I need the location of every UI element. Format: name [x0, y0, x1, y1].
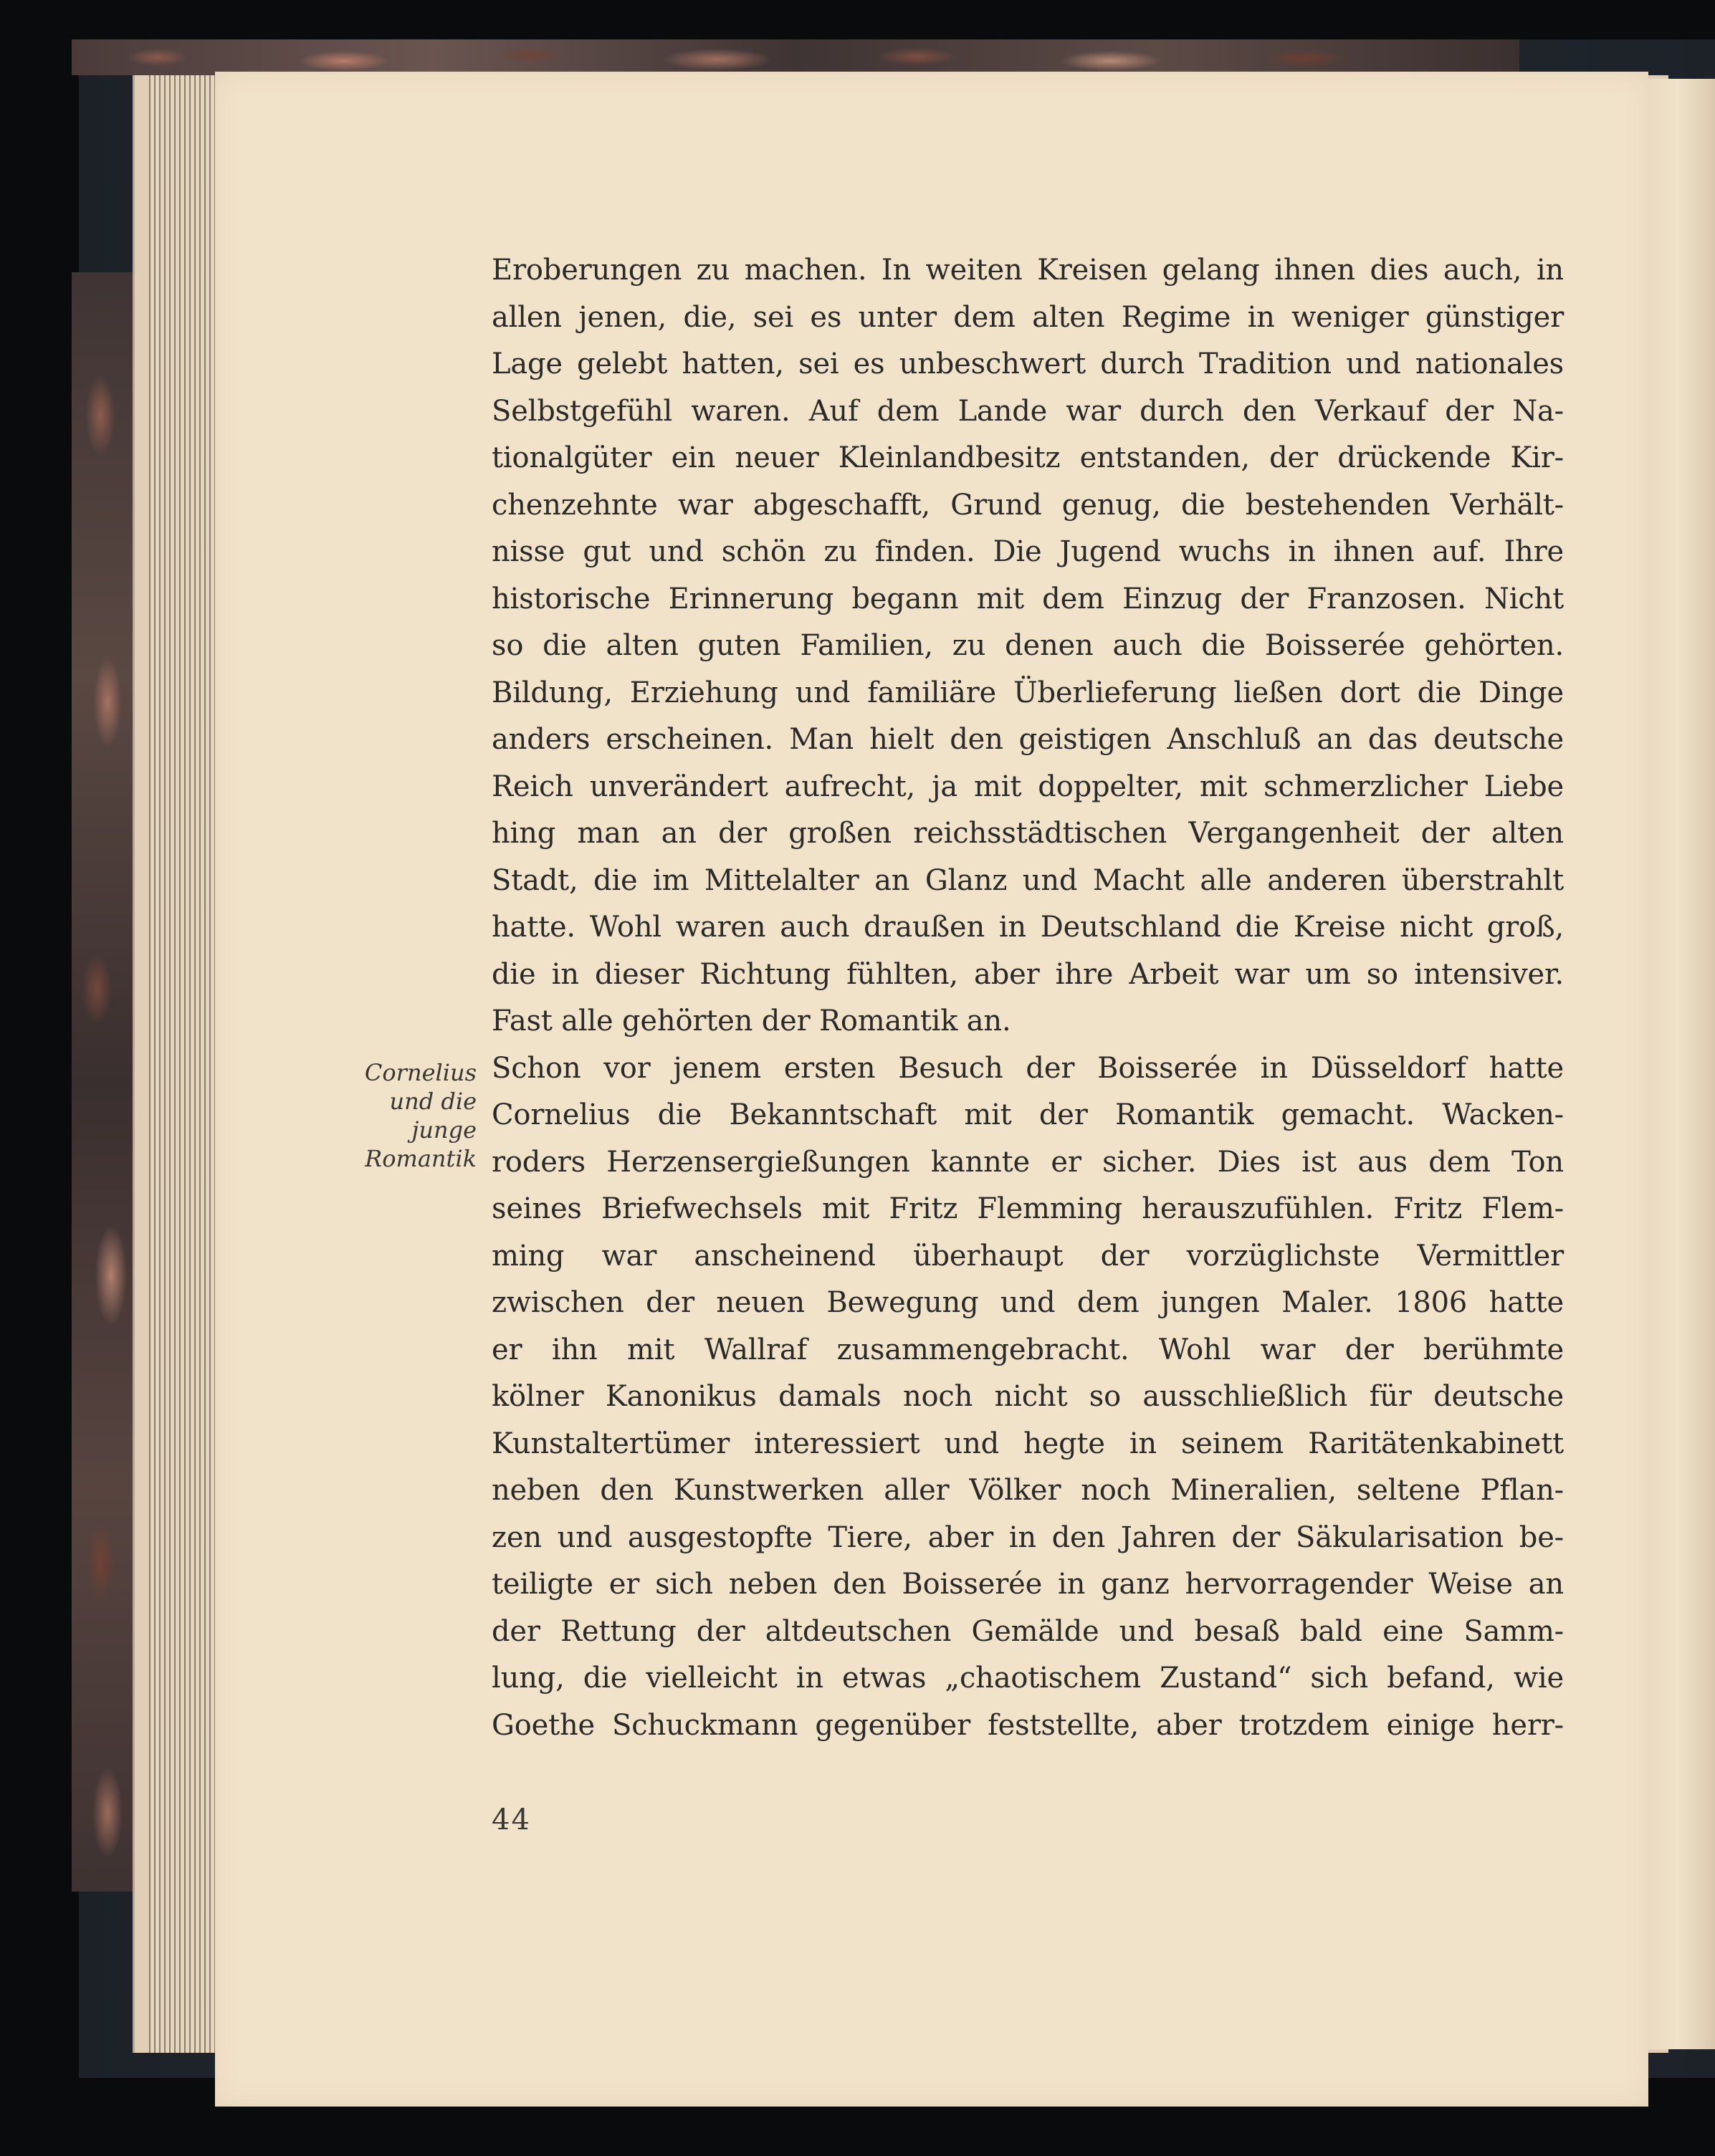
page-fore-edge — [1641, 79, 1715, 2049]
marbled-endpaper-top — [72, 39, 1519, 75]
text-line: so die alten guten Familien, zu denen auch die Boisserée gehörten. — [492, 629, 1564, 662]
text-line: anders erscheinen. Man hielt den geistigen Anschluß an das deutsche — [492, 723, 1564, 756]
text-line: allen jenen, die, sei es unter dem alten Regime in weniger günstiger — [492, 300, 1564, 334]
text-line: lung, die vielleicht in etwas „chaotischem Zustand“ sich befand, wie — [492, 1662, 1564, 1695]
text-line: kölner Kanonikus damals noch nicht so ausschließlich für deutsche — [492, 1380, 1564, 1413]
text-line: Fast alle gehörten der Romantik an. — [492, 1005, 1011, 1038]
marginal-note-line: Romantik — [365, 1145, 477, 1172]
text-line: teiligte er sich neben den Boisserée in ganz hervorragender Weise an — [492, 1568, 1564, 1601]
text-line: seines Briefwechsels mit Fritz Flemming herauszufühlen. Fritz Flem- — [492, 1192, 1564, 1225]
text-line: hatte. Wohl waren auch draußen in Deutschland die Kreise nicht groß, — [492, 911, 1564, 944]
text-line: Goethe Schuckmann gegenüber feststellte, aber trotzdem einige herr- — [492, 1708, 1564, 1742]
marginal-note-line: junge — [411, 1116, 477, 1144]
text-line: nisse gut und schön zu finden. Die Jugend wuchs in ihnen auf. Ihre — [492, 535, 1564, 568]
text-line: zen und ausgestopfte Tiere, aber in den Jahren der Säkularisation be- — [492, 1520, 1564, 1554]
text-line: Cornelius die Bekanntschaft mit der Romantik gemacht. Wacken- — [492, 1098, 1564, 1131]
marginal-note-line: Cornelius — [364, 1059, 477, 1086]
text-line: zwischen der neuen Bewegung und dem jungen Maler. 1806 hatte — [492, 1286, 1564, 1319]
text-line: Lage gelebt hatten, sei es unbeschwert durch Tradition und nationales — [492, 348, 1564, 380]
text-line: ming war anscheinend überhaupt der vorzüglichste Vermittler — [492, 1239, 1564, 1273]
text-line: Stadt, die im Mittelalter an Glanz und Macht alle anderen überstrahlt — [492, 863, 1564, 897]
text-line: Schon vor jenem ersten Besuch der Boisserée in Düsseldorf hatte — [492, 1051, 1564, 1085]
text-line: neben den Kunstwerken aller Völker noch Mineralien, seltene Pflan- — [492, 1474, 1564, 1507]
marginal-note — [308, 1058, 477, 1173]
text-line: die in dieser Richtung fühlten, aber ihre Arbeit war um so intensiver. — [492, 957, 1564, 991]
text-line: Eroberungen zu machen. In weiten Kreisen gelang ihnen dies auch, in — [492, 254, 1564, 287]
text-line: chenzehnte war abgeschafft, Grund genug, die bestehenden Verhält- — [492, 488, 1564, 522]
marginal-note-line: und die — [389, 1088, 477, 1115]
text-line: roders Herzensergießungen kannte er sicher. Dies ist aus dem Ton — [492, 1145, 1564, 1179]
text-line: historische Erinnerung begann mit dem Einzug der Franzosen. Nicht — [492, 582, 1564, 615]
text-line: Selbstgefühl waren. Auf dem Lande war durch den Verkauf der Na- — [492, 394, 1564, 428]
text-line: er ihn mit Wallraf zusammengebracht. Wohl war der berühmte — [492, 1333, 1564, 1366]
body-text — [492, 247, 1564, 1749]
marbled-endpaper-left — [72, 272, 136, 1892]
page-number: 44 — [492, 1803, 531, 1836]
text-line: hing man an der großen reichsstädtischen Vergangenheit der alten — [492, 817, 1564, 850]
text-line: Kunstaltertümer interessiert und hegte in seinem Raritätenkabinett — [492, 1427, 1564, 1460]
text-line: Bildung, Erziehung und familiäre Überlieferung ließen dort die Dinge — [492, 676, 1564, 709]
text-line: der Rettung der altdeutschen Gemälde und besaß bald eine Samm- — [492, 1614, 1564, 1648]
text-line: tionalgüter ein neuer Kleinlandbesitz entstanden, der drückende Kir- — [492, 441, 1564, 474]
text-line: Reich unverändert aufrecht, ja mit doppelter, mit schmerzlicher Liebe — [492, 770, 1564, 803]
